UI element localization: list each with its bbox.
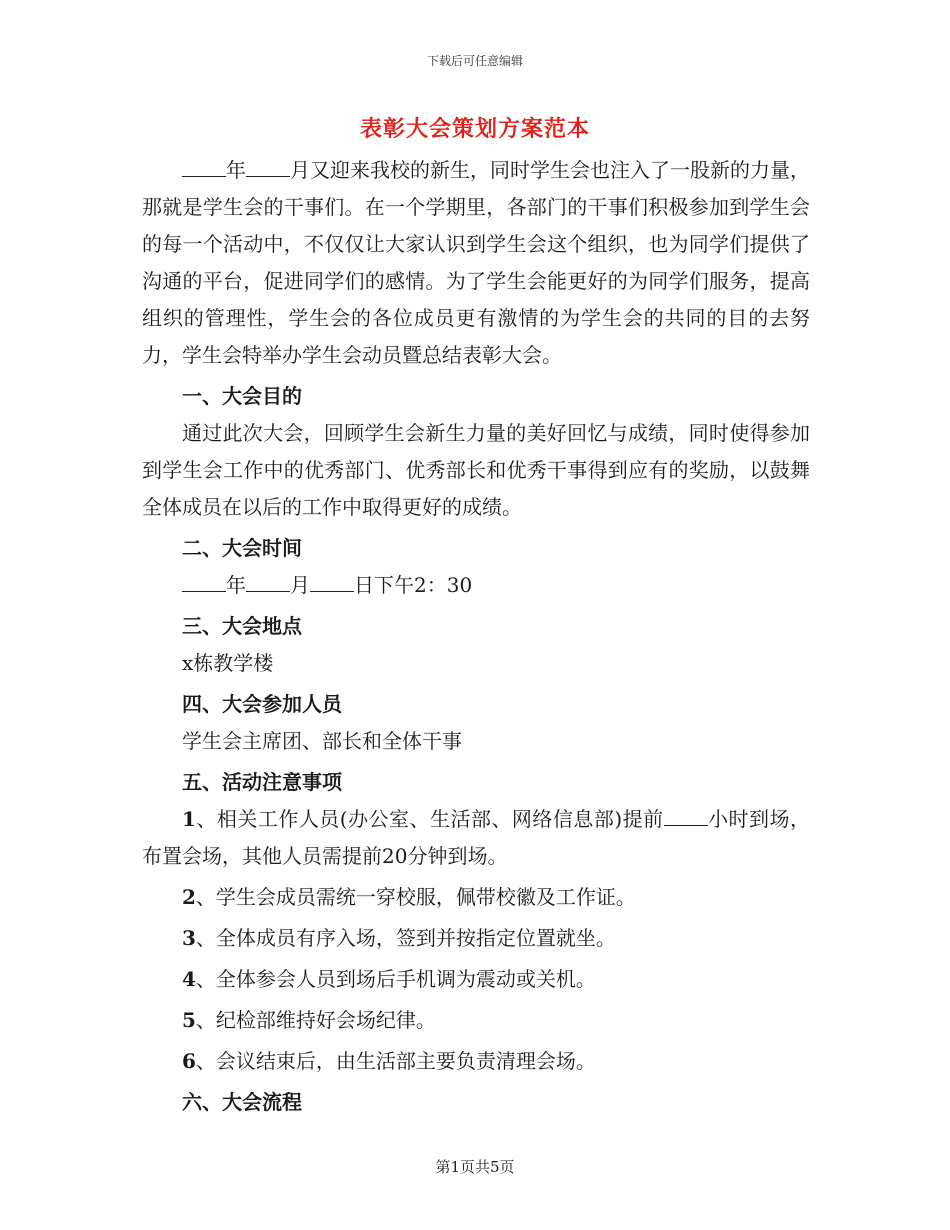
section-text-location: x栋教学楼 xyxy=(182,651,274,675)
blank-line xyxy=(182,175,226,177)
section-heading-attendees: 四、大会参加人员 xyxy=(182,692,342,716)
list-item: 5、纪检部维持好会场纪律。 xyxy=(182,1008,436,1032)
blank-line xyxy=(246,590,290,592)
page-footer: 第1页共5页 xyxy=(435,1158,515,1176)
blank-line xyxy=(182,590,226,592)
blank-line xyxy=(310,590,354,592)
list-item: 6、会议结束后，由生活部主要负责清理会场。 xyxy=(182,1049,596,1073)
intro-paragraph: 年 月又迎来我校的新生，同时学生会也注入了一股新的力量，那就是学生会的干事们。在一个学期里，各部门的干事们积极参加到学生会的每一个活动中，不仅仅让大家认识到学生会这个组织，也为同学们提供了沟通的平台，促进同学们的感情。为了学生会能更好的为同学们服务，提高组织的管理性，学生会的各位成员更有激情的为学生会的共同的目的去努力，学生会特举办学生会动员暨总结表彰大会。 xyxy=(142,158,810,367)
blank-line xyxy=(246,175,290,177)
document-body xyxy=(142,152,810,1121)
document-title: 表彰大会策划方案范本 xyxy=(359,116,590,142)
list-item: 1、相关工作人员(办公室、生活部、网络信息部)提前 小时到场，布置会场，其他人员需提前20分钟到场。 xyxy=(142,807,811,868)
section-text-purpose: 通过此次大会，回顾学生会新生力量的美好回忆与成绩，同时使得参加到学生会工作中的优秀部门、优秀部长和优秀干事得到应有的奖励，以鼓舞全体成员在以后的工作中取得更好的成绩。 xyxy=(142,421,810,519)
section-heading-purpose: 一、大会目的 xyxy=(182,384,302,408)
section-text-time: 年 月 日下午2：30 xyxy=(142,567,810,604)
header-note: 下载后可任意编辑 xyxy=(426,54,523,68)
section-text-attendees: 学生会主席团、部长和全体干事 xyxy=(182,729,462,753)
section-heading-time: 二、大会时间 xyxy=(182,536,302,560)
section-heading-notes: 五、活动注意事项 xyxy=(182,770,342,794)
list-item: 4、全体参会人员到场后手机调为震动或关机。 xyxy=(182,967,596,991)
blank-line xyxy=(664,824,708,826)
section-heading-process: 六、大会流程 xyxy=(182,1090,302,1114)
list-item: 2、学生会成员需统一穿校服，佩带校徽及工作证。 xyxy=(182,885,636,909)
list-item: 3、全体成员有序入场，签到并按指定位置就坐。 xyxy=(182,926,616,950)
section-heading-location: 三、大会地点 xyxy=(182,614,302,638)
